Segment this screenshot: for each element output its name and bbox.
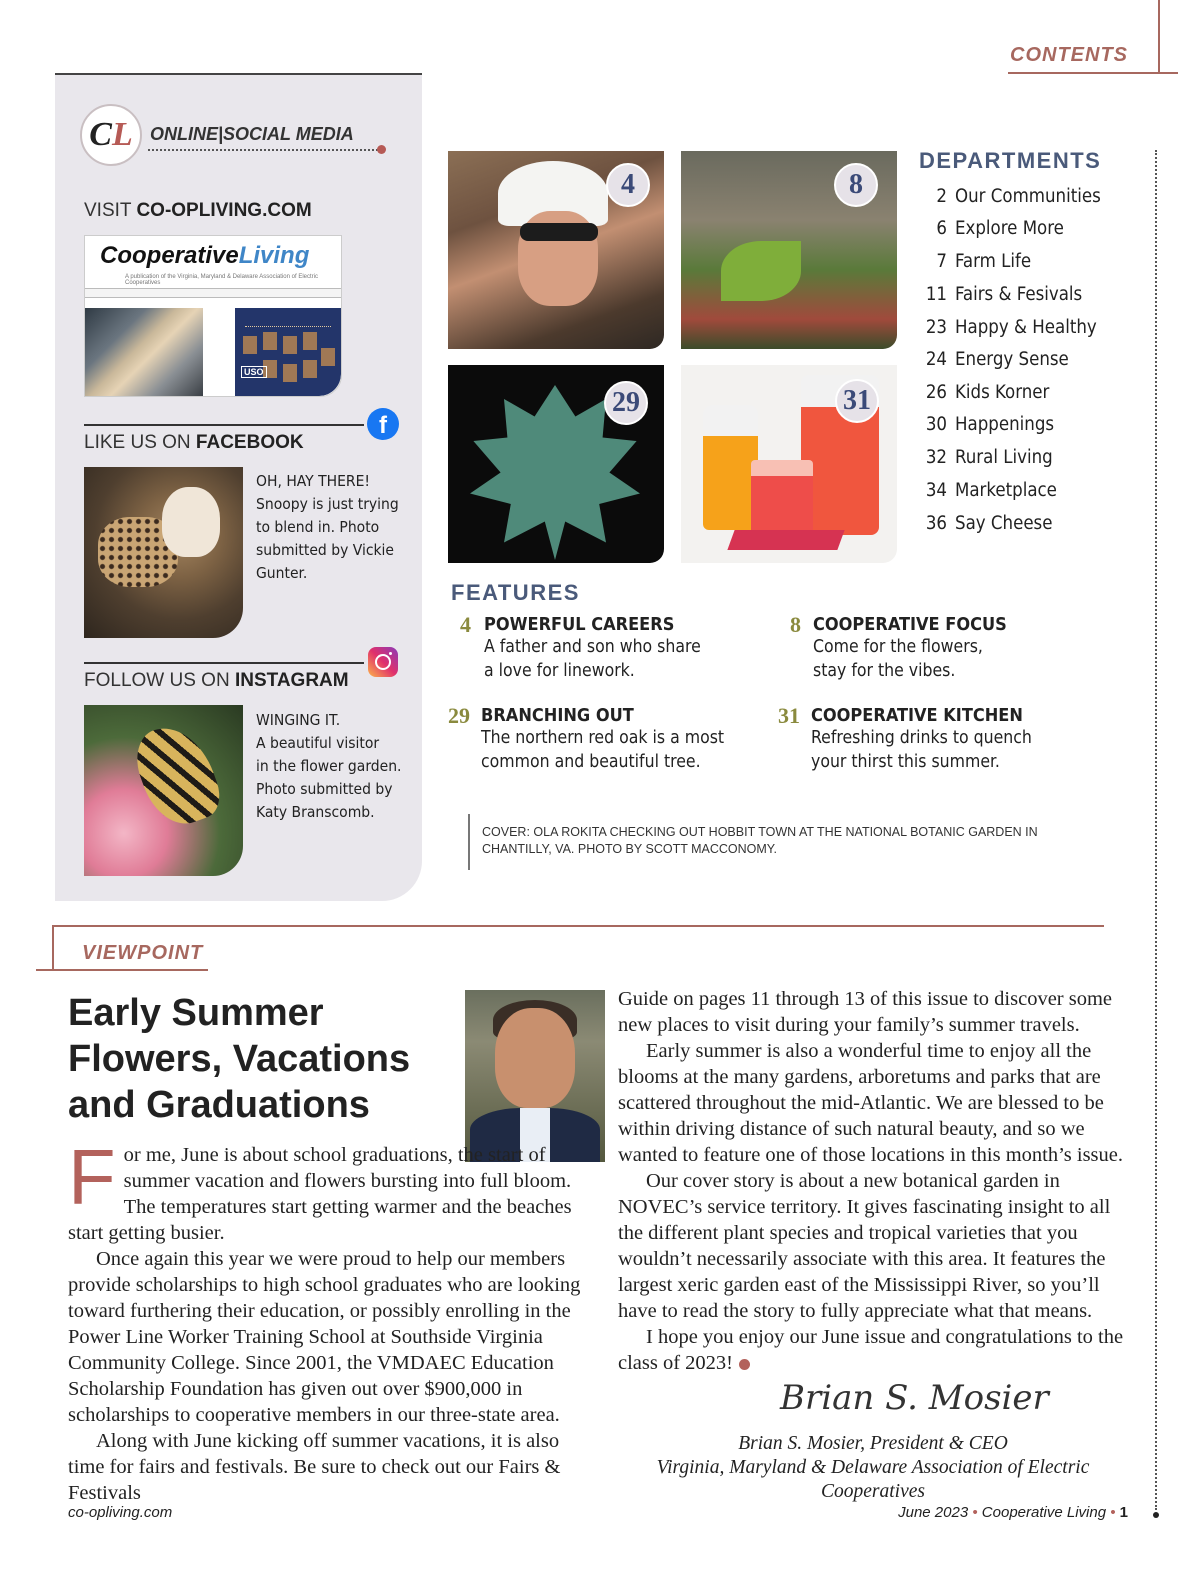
- page-badge: 8: [834, 163, 878, 207]
- website-link[interactable]: CO-OPLIVING.COM: [136, 200, 312, 221]
- drop-cap: F: [68, 1133, 116, 1221]
- photo-butterfly: [84, 705, 243, 876]
- facebook-icon[interactable]: f: [367, 408, 399, 440]
- photo-pony: [84, 467, 243, 638]
- feature-text: BRANCHING OUT The northern red oak is a most common and beautiful tree.: [481, 705, 725, 772]
- signature: Brian S. Mosier: [780, 1378, 1049, 1418]
- visit-website: [84, 200, 312, 222]
- department-item[interactable]: 2 Our Communities: [936, 186, 1101, 207]
- instagram-rule: [84, 662, 364, 664]
- facebook-heading: LIKE US ON FACEBOOK: [84, 432, 304, 453]
- photo-oak-leaf[interactable]: [448, 365, 664, 563]
- instagram-heading: FOLLOW US ON INSTAGRAM: [84, 670, 349, 691]
- feature-text: COOPERATIVE KITCHEN Refreshing drinks to quench your thirst this summer.: [811, 705, 1032, 772]
- department-item[interactable]: 11 Fairs & Fesivals: [925, 284, 1083, 305]
- site-photo-child-sheep: [85, 308, 203, 396]
- site-logo: CooperativeLiving: [100, 242, 310, 269]
- uso-label: USO: [241, 366, 267, 378]
- header-rule: [1008, 72, 1178, 74]
- viewpoint-underline: [36, 969, 208, 971]
- page-badge: 4: [606, 163, 650, 207]
- cover-rule: [468, 814, 470, 870]
- website-thumbnail[interactable]: [84, 235, 342, 397]
- feature-page: 29: [448, 703, 470, 728]
- viewpoint-rule-vertical: [52, 925, 54, 971]
- instagram-icon[interactable]: [368, 647, 398, 677]
- article-title: Early Summer Flowers, Vacations and Graduations: [68, 992, 411, 1126]
- dotted-rule: [148, 149, 378, 151]
- site-nav-bar: [85, 288, 341, 298]
- features-heading: FEATURES: [451, 580, 580, 605]
- cover-caption: COVER: OLA ROKITA CHECKING OUT HOBBIT TOWN AT THE NATIONAL BOTANIC GARDEN IN CHANTILLY, VA. PHOTO BY SCOTT MACCONOMY.: [482, 825, 1038, 856]
- cl-logo: CL: [80, 104, 142, 166]
- department-item[interactable]: 24 Energy Sense: [925, 349, 1069, 370]
- feature-page: 8: [790, 612, 801, 637]
- department-item[interactable]: 7 Farm Life: [936, 251, 1032, 272]
- photo-garden[interactable]: [681, 151, 897, 349]
- department-item[interactable]: 23 Happy & Healthy: [925, 317, 1097, 338]
- social-heading: ONLINE|SOCIAL MEDIA: [150, 124, 354, 144]
- page-number: 1: [1119, 1504, 1128, 1521]
- feature-page: 4: [460, 612, 471, 637]
- page-badge: 29: [604, 381, 648, 425]
- footer-issue: June 2023 • Cooperative Living • 1: [898, 1504, 1128, 1521]
- header-rule-vertical: [1158, 0, 1160, 74]
- visit-prefix: VISIT: [84, 200, 137, 221]
- facebook-caption: OH, HAY THERE! Snoopy is just trying to blend in. Photo submitted by Vickie Gunter.: [256, 472, 399, 582]
- site-subtitle: A publication of the Virginia, Maryland & Delaware Association of Electric Cooperatives: [125, 274, 318, 286]
- photo-lineworker[interactable]: [448, 151, 664, 349]
- viewpoint-label: VIEWPOINT: [82, 942, 204, 964]
- department-item[interactable]: 30 Happenings: [925, 414, 1055, 435]
- viewpoint-rule: [52, 925, 1104, 927]
- feature-item[interactable]: [790, 612, 801, 638]
- footer-bullet: [1153, 1512, 1159, 1518]
- feature-page: 31: [778, 703, 800, 728]
- article-column-1: For me, June is about school graduations, the start of summer vacation and flowers bursting into full bloom. The temperatures start getting warmer and the beaches start getting busier. Once again this year we were proud to help our members provide scholarships to high school graduates who are looking toward furthering their education, or possibly enrolling in the Power Line Worker Training School at Southside Virginia Community College. Since 2001, the VMDAEC Education Scholarship Foundation has given out over $900,000 in scholarships to cooperative members in our three-state area. Along with June kicking off summer vacations, it is also time for fairs and festivals. Be sure to check out our Fairs & Festivals: [68, 1133, 581, 1504]
- instagram-caption: WINGING IT. A beautiful visitor in the flower garden. Photo submitted by Katy Branscomb.: [256, 711, 402, 821]
- footer-website[interactable]: co-opliving.com: [68, 1504, 173, 1521]
- department-item[interactable]: 36 Say Cheese: [925, 513, 1053, 534]
- page-dotted-border: [1155, 150, 1157, 1510]
- photo-drinks[interactable]: [681, 365, 897, 563]
- feature-item[interactable]: [460, 612, 471, 638]
- department-item[interactable]: 34 Marketplace: [925, 480, 1057, 501]
- departments-heading: DEPARTMENTS: [919, 148, 1102, 173]
- accent-dot: [377, 145, 386, 154]
- feature-item[interactable]: [448, 703, 470, 729]
- facebook-rule: [84, 424, 364, 426]
- section-label: CONTENTS: [1010, 44, 1128, 66]
- feature-text: COOPERATIVE FOCUS Come for the flowers, stay for the vibes.: [813, 614, 1007, 681]
- feature-item[interactable]: [778, 703, 800, 729]
- department-item[interactable]: 26 Kids Korner: [925, 382, 1050, 403]
- article-column-2: Guide on pages 11 through 13 of this issue to discover some new places to visit during your family’s summer travels. Early summer is also a wonderful time to enjoy all the blooms at the many gardens, arboretums and parks that are scattered throughout the mid-Atlantic. We are blessed to be within driving distance of such natural beauty, and so we wanted to feature one of those locations in this month’s issue. Our cover story is about a new botanical garden in NOVEC’s service territory. It gives fascinating insight to all the different plant species and tropical varieties that you wouldn’t necessarily associate with this area. It features the largest xeric garden east of the Mississippi River, so you’ll have to read the story to fully appreciate what that means. I hope you enjoy our June issue and congratulations to the class of 2023!: [618, 988, 1124, 1374]
- department-item[interactable]: 6 Explore More: [936, 218, 1064, 239]
- panel-top-rule: [55, 73, 422, 75]
- page-badge: 31: [835, 379, 879, 423]
- signature-block: Brian S. Mosier, President & CEO Virginia, Maryland & Delaware Association of Electric Cooperatives: [656, 1433, 1090, 1502]
- end-mark: [739, 1359, 750, 1370]
- department-item[interactable]: 32 Rural Living: [925, 447, 1053, 468]
- site-photo-military-collage: [235, 308, 341, 396]
- author-portrait: [465, 990, 605, 1162]
- feature-text: POWERFUL CAREERS A father and son who share a love for linework.: [484, 614, 701, 681]
